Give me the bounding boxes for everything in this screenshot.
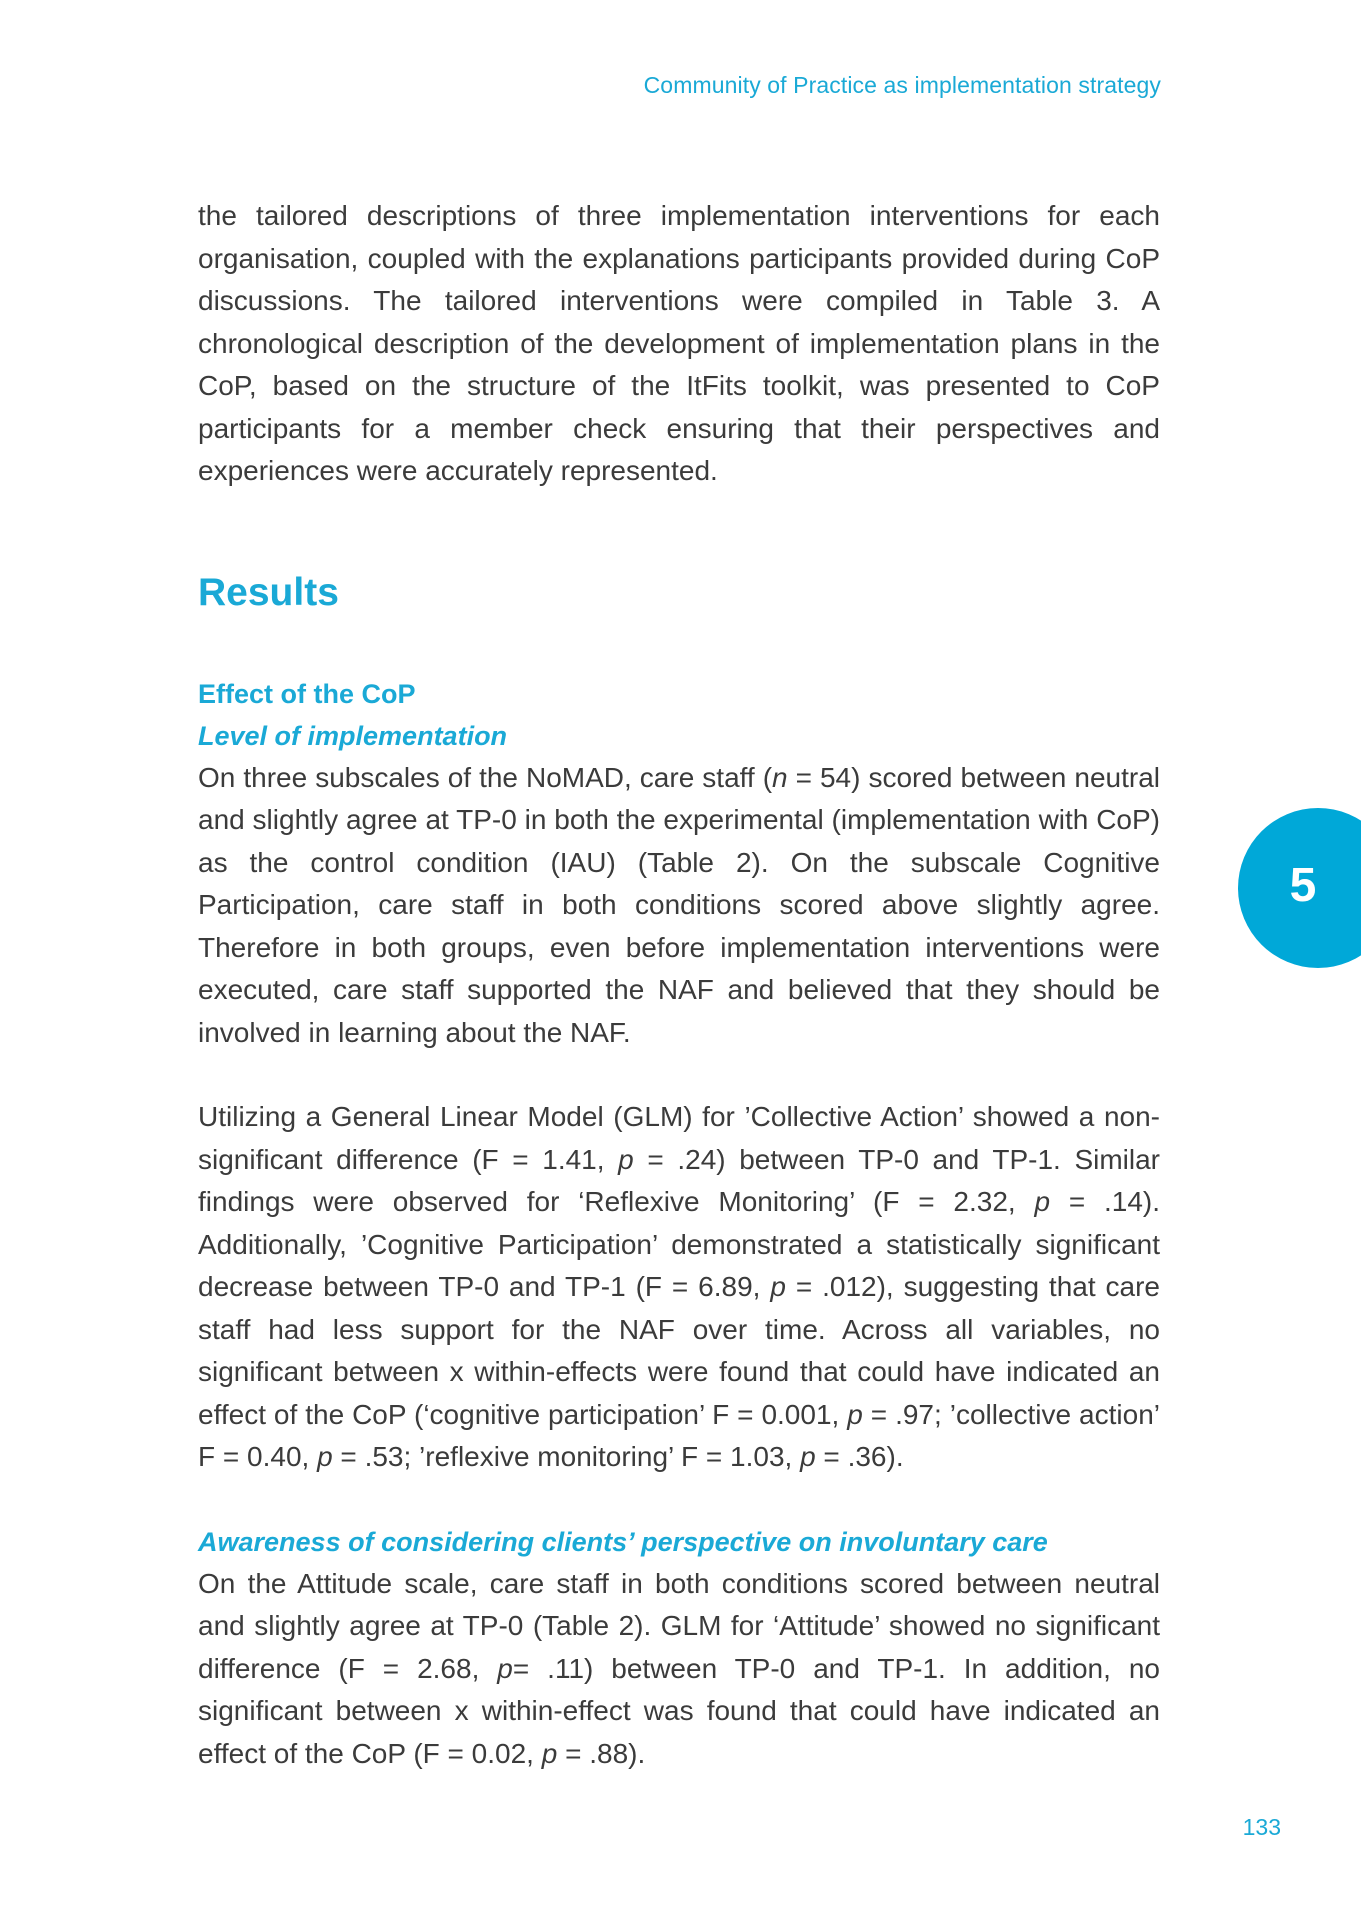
main-content bbox=[198, 195, 1160, 1775]
text-run: = 54) scored between neutral and slightly agree at TP-0 in both the experimental (implementation with CoP) as the control condition (IAU) (Table 2). On the subscale Cognitive Participation, care staff in both conditions scored above slightly agree. Therefore in both groups, even before implementation interventions were executed, care staff supported the NAF and believed that they should be involved in learning about the NAF. bbox=[198, 761, 1160, 1048]
text-run: = .14). Additionally, ’Cognitive Participation’ demonstrated a statistically significant decrease between TP-0 and TP-1 (F = 6.89, bbox=[198, 1186, 1161, 1302]
text-run: On the Attitude scale, care staff in both conditions scored between neutral and slightly agree at TP-0 (Table 2). GLM for ‘Attitude’ showed no significant difference (F = 2.68, bbox=[198, 1567, 1160, 1684]
italic-p: p bbox=[770, 1271, 786, 1302]
level-paragraph-2 bbox=[198, 1096, 1160, 1479]
text-run: = .24) between TP-0 and TP-1. Similar findings were observed for ‘Reflexive Monitoring’ (F = 2.32, bbox=[198, 1143, 1161, 1217]
italic-p: p bbox=[800, 1441, 816, 1472]
level-paragraph-1 bbox=[198, 757, 1160, 1055]
chapter-number: 5 bbox=[1289, 859, 1317, 912]
italic-p: p bbox=[1034, 1186, 1051, 1217]
awareness-paragraph bbox=[198, 1563, 1160, 1776]
page-number: 133 bbox=[1242, 1814, 1281, 1840]
italic-p: p bbox=[497, 1652, 513, 1684]
intro-paragraph: the tailored descriptions of three implementation interventions for each organisation, coupled with the explanations participants provided during CoP discussions. The tailored interventions were compiled in Table 3. A chronological description of the development of implementation plans in the CoP, based on the structure of the ItFits toolkit, was presented to CoP participants for a member check ensuring that their perspectives and experiences were accurately represented. bbox=[198, 200, 1160, 486]
italic-p: p bbox=[847, 1398, 863, 1430]
effect-heading: Effect of the CoP bbox=[198, 678, 416, 709]
italic-p: p bbox=[618, 1143, 634, 1175]
text-run: = .36). bbox=[815, 1441, 904, 1472]
awareness-heading: Awareness of considering clients’ perspective on involuntary care bbox=[198, 1526, 1048, 1557]
italic-p: p bbox=[317, 1441, 333, 1472]
italic-p: p bbox=[541, 1737, 558, 1769]
level-heading: Level of implementation bbox=[198, 720, 508, 751]
running-head: Community of Practice as implementation strategy bbox=[643, 72, 1161, 98]
text-run: On three subscales of the NoMAD, care staff ( bbox=[198, 761, 773, 793]
italic-n: n bbox=[772, 761, 788, 793]
text-run: = .53; ’reflexive monitoring’ F = 1.03, bbox=[332, 1441, 801, 1472]
text-run: Utilizing a General Linear Model (GLM) for ’Collective Action’ showed a non-significant difference (F = 1.41, bbox=[198, 1101, 1160, 1175]
text-run: = .97; ’collective action’ F = 0.40, bbox=[198, 1398, 1160, 1472]
text-run: = .11) between TP-0 and TP-1. In addition, no significant between x within-effect was found that could have indicated an effect of the CoP (F = 0.02, bbox=[198, 1652, 1160, 1769]
text-run: = .012), suggesting that care staff had less support for the NAF over time. Across all variables, no significant between x within-effects were found that could have indicated an effect of the CoP (‘cognitive participation’ F = 0.001, bbox=[198, 1271, 1160, 1430]
results-heading: Results bbox=[198, 570, 339, 614]
text-run: = .88). bbox=[557, 1737, 646, 1769]
